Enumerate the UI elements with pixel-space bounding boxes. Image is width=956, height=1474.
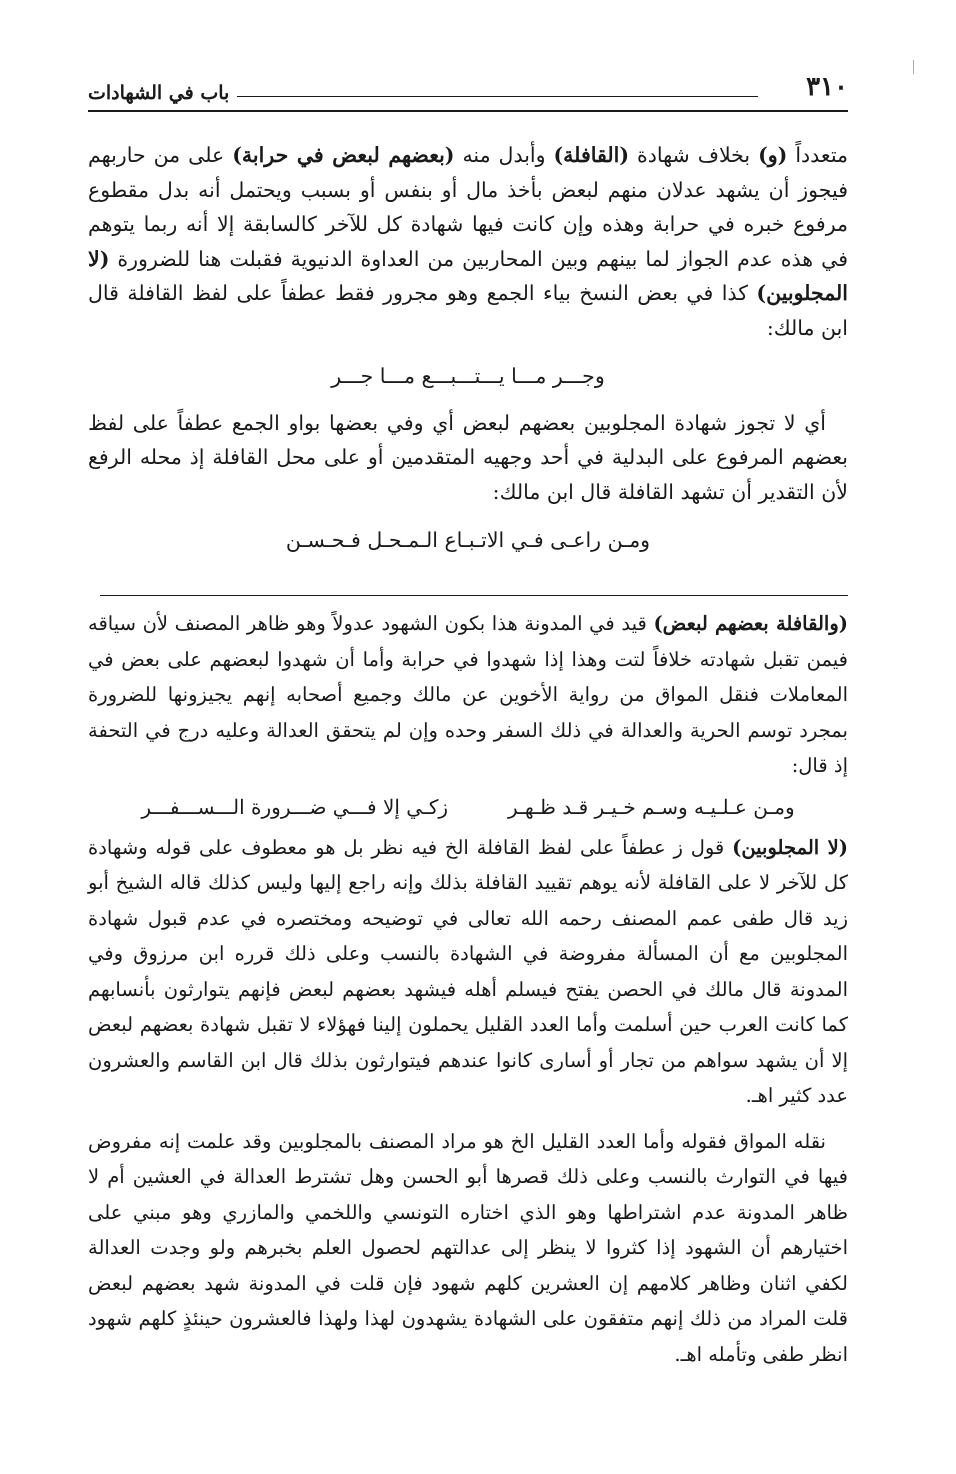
verse-couplet: [88, 790, 848, 824]
verse-line-2: ومـن راعـى فـي الاتـبـاع الـمـحـل فـحـسـن: [285, 528, 651, 552]
verse-hemistich-right: ومـن عـلـيـه وسـم خـيـر قـد ظـهـر: [508, 794, 795, 819]
note-paragraph-1: [88, 606, 848, 784]
page-number: ٣١٠: [798, 72, 848, 102]
matn-term: (بعضهم لبعض في حرابة): [232, 143, 455, 167]
paragraph-gap: [88, 1114, 848, 1124]
note-term: (لا المجلوبين): [732, 835, 848, 859]
text-run: كذا في بعض النسخ بياء الجمع وهو مجرور فقط عطفاً على لفظ القافلة قال ابن مالك:: [88, 281, 848, 340]
running-title: باب في الشهادات: [88, 82, 237, 104]
page-header: [88, 72, 848, 112]
text-run: بخلاف شهادة: [629, 143, 759, 167]
text-run: متعدداً: [787, 143, 848, 167]
main-paragraph-1: [88, 138, 848, 345]
matn-term: (و): [758, 143, 788, 167]
commentary-notes: [88, 606, 848, 1372]
matn-term: (القافلة): [553, 143, 630, 167]
text-run: قيد في المدونة هذا بكون الشهود عدولاً وهو ظاهر المصنف لأن سياقه فيمن تقبل شهادته خلافاً لتت وهذا إذا شهدوا في حرابة وأما أن شهدوا لبعضهم على بعض في المعاملات فنقل المواق من رواية الأخوين عن مالك وجميع أصحابه إنهم يجيزونها للضرورة بمجرد توسم الحرية والعدالة في ذلك السفر وحده وإن لم يتحقق العدالة وعليه درج في التحفة إذ قال:: [88, 612, 848, 777]
verse-line-1: وجـــر مـــا يـــتـــبـــع مـــا جـــر: [331, 364, 605, 388]
text-run: قول ز عطفاً على لفظ القافلة الخ فيه نظر بل هو معطوف على قوله وشهادة كل للآخر لا على القافلة لأنه يوهم تقييد القافلة بذلك وإنه راجع إليها وليس كذلك قاله الشيخ أبو زيد قال طفى عمم المصنف رحمه الله تعالى في توضيحه ومختصره في عدم قبول شهادة المجلوبين مع أن المسألة مفروضة في الشهادة بالنسب وعلى ذلك قرره ابن مرزوق وفي المدونة قال مالك في الحصن يفتح فيسلم أهله فيشهد بعضهم لبعض فإنهم يتوارثون بأنسابهم كما كانت العرب حين أسلمت وأما العدد القليل يحملون إلينا فهؤلاء لا تقبل شهادة بعضهم لبعض إلا أن يشهد سواهم من تجار أو أسارى كانوا عندهم فيتوارثون بذلك قال ابن القاسم والعشرون عدد كثير اهـ.: [88, 835, 848, 1107]
text-run: على من حاربهم فيجوز أن يشهد عدلان منهم لبعض بأخذ مال أو بنفس أو بسبب ويحتمل أنه بدل مقطوع مرفوع خبره في حرابة وهذه وإن كانت فيها شهادة كل للآخر كالسابقة إلا أنه ربما يتوهم في هذه عدم الجواز لما بينهم وبين المحاربين من العداوة الدنيوية فقبلت هنا للضرورة: [88, 143, 848, 271]
matn-term: (لا المجلوبين): [88, 246, 848, 305]
note-term: (والقافلة بعضهم لبعض): [653, 612, 848, 635]
text-run: وأبدل منه: [454, 143, 554, 167]
main-text: [88, 138, 848, 570]
scan-mark: [913, 60, 914, 74]
verse-hemistich-left: زكـي إلا فـــي ضـــرورة الـــســـفـــر: [141, 794, 448, 819]
note-paragraph-3: نقله المواق فقوله وأما العدد القليل الخ هو مراد المصنف بالمجلوبين وقد علمت إنه مفروض فيها في التوارث بالنسب وعلى ذلك قصرها أبو الحسن وهل تشترط العدالة في العشين أم لا ظاهر المدونة عدم اشتراطها وهو الذي اختاره التونسي واللخمي والمازري وهو مبني على اختيارهم أن الشهود إذا كثروا لا ينظر إلى عدالتهم لحصول العلم بخبرهم ولو وجدت العدالة لكفي اثنان وظاهر كلامهم إن العشرين كلهم شهود فإن قلت في المدونة شهد بعضهم لبعض قلت المراد من ذلك إنهم متفقون على الشهادة يشهدون لهذا ولهذا فالعشرون حينئذٍ كلهم شهود انظر طفى وتأمله اهـ.: [88, 1129, 848, 1366]
footnote-divider: [100, 595, 848, 596]
note-paragraph-2: [88, 830, 848, 1114]
main-paragraph-2: أي لا تجوز شهادة المجلوبين بعضهم لبعض أي وفي بعضها بواو الجمع عطفاً على لفظ بعضهم المرفوع على البدلية في أحد وجهيه المتقدمين أو على محل القافلة إذ محله الرفع لأن التقدير أن تشهد القافلة قال ابن مالك:: [88, 410, 848, 504]
header-rule: [228, 96, 758, 97]
